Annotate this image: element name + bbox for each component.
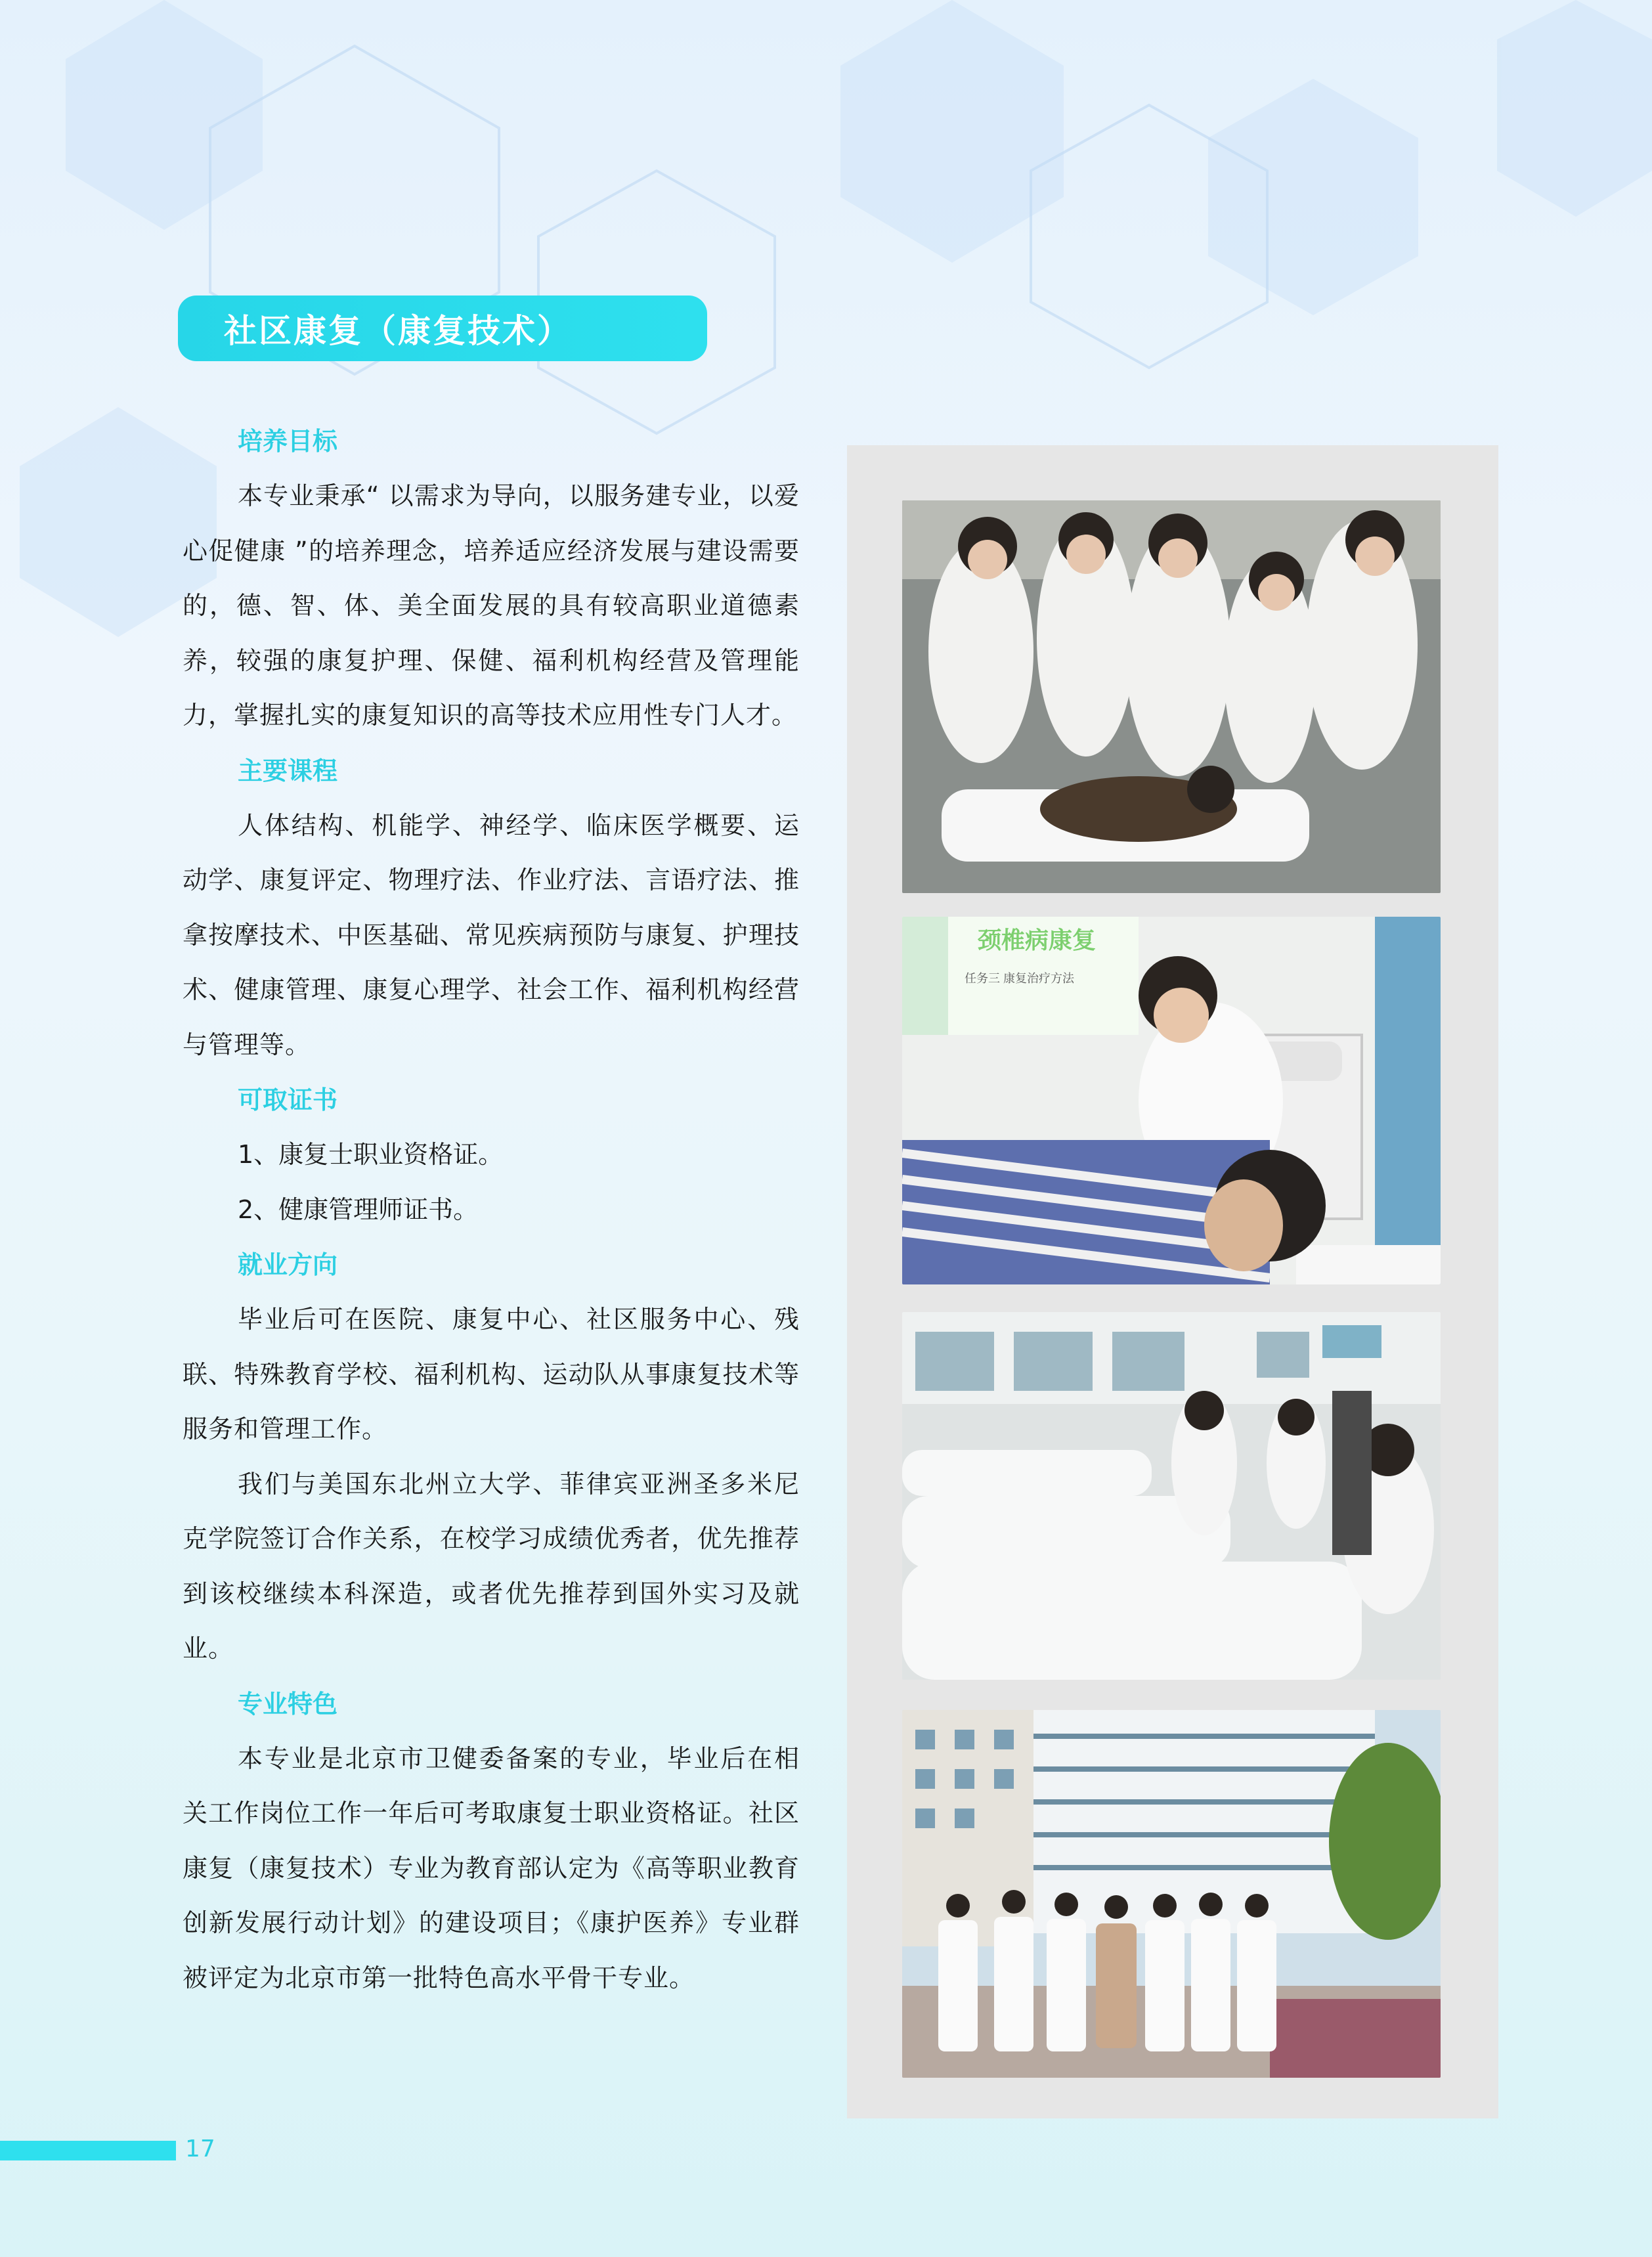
page-number: 17: [185, 2136, 215, 2162]
section-title-banner: [178, 296, 707, 361]
photo-panel: [847, 445, 1498, 2118]
heading-features: 专业特色: [238, 1689, 338, 1719]
text-column: [183, 414, 800, 2005]
paragraph-main-courses: 人体结构、机能学、神经学、临床医学概要、运动学、康复评定、物理疗法、作业疗法、言语疗法、推拿按摩技术、中医基础、常见疾病预防与康复、护理技术、健康管理、康复心理学、社会工作、福利机构经营与管理等。: [183, 810, 800, 1059]
certificate-item: 2、健康管理师证书。: [238, 1194, 479, 1224]
photo-classroom-massage: [902, 1312, 1441, 1680]
heading-employment: 就业方向: [238, 1250, 338, 1279]
heading-main-courses: 主要课程: [238, 756, 338, 785]
paragraph-employment: 毕业后可在医院、康复中心、社区服务中心、残联、特殊教育学校、福利机构、运动队从事康复技术等服务和管理工作。: [183, 1305, 800, 1443]
screen-subtitle: 任务三 康复治疗方法: [965, 972, 1075, 985]
page-number-bar: [0, 2141, 176, 2160]
photo-cervical-rehab: [902, 917, 1441, 1284]
page-title: 社区康复（康复技术）: [224, 312, 572, 350]
paragraph-features: 本专业是北京市卫健委备案的专业，毕业后在相关工作岗位工作一年后可考取康复士职业资格证。社区康复（康复技术）专业为教育部认定为《高等职业教育创新发展行动计划》的建设项目；《康护医养》专业群被评定为北京市第一批特色高水平骨干专业。: [183, 1743, 800, 1992]
screen-title: 颈椎病康复: [978, 927, 1097, 953]
heading-training-goal: 培养目标: [238, 427, 338, 456]
certificate-item: 1、康复士职业资格证。: [238, 1140, 504, 1169]
paragraph-cooperation: 我们与美国东北州立大学、菲律宾亚洲圣多米尼克学院签订合作关系，在校学习成绩优秀者，优先推荐到该校继续本科深造，或者优先推荐到国外实习及就业。: [183, 1469, 800, 1663]
photo-group-hospital: [902, 1710, 1441, 2078]
photo-students-practice: [902, 500, 1441, 893]
heading-certificates: 可取证书: [238, 1085, 338, 1114]
paragraph-training-goal: 本专业秉承“ 以需求为导向，以服务建专业，以爱心促健康 ”的培养理念，培养适应经济发展与建设需要的，德、智、体、美全面发展的具有较高职业道德素养，较强的康复护理、保健、福利机构经营及管理能力，掌握扎实的康复知识的高等技术应用性专门人才。: [183, 481, 800, 730]
